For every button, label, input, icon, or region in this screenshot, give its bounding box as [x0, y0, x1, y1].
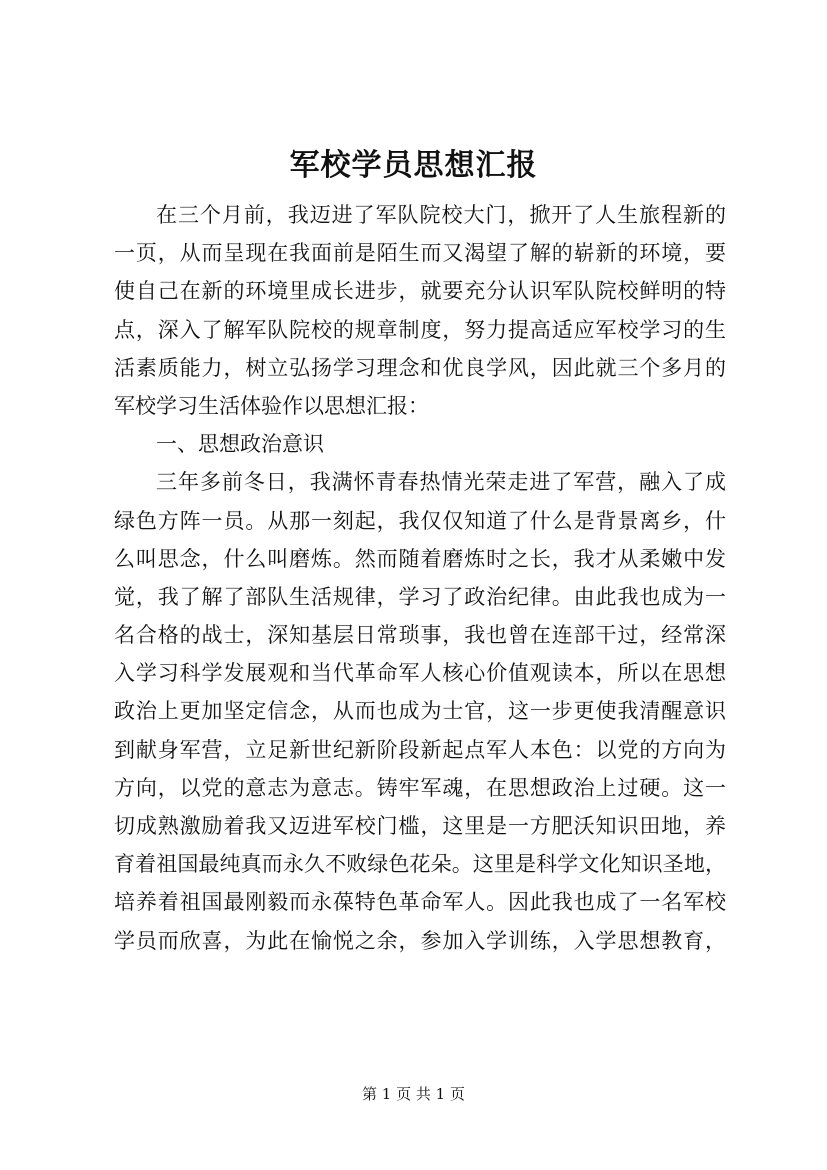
text-line: 使自己在新的环境里成长进步，就要充分认识军队院校鲜明的特 [114, 279, 726, 304]
text-line: 三年多前冬日，我满怀青春热情光荣走进了军营，融入了成 [156, 470, 726, 495]
text-line: 入学习科学发展观和当代革命军人核心价值观读本，所以在思想 [114, 661, 726, 686]
document-title: 军校学员思想汇报 [289, 148, 538, 183]
text-line: 军校学习生活体验作以思想汇报： [114, 393, 429, 418]
page-number-footer: 第 1 页 共 1 页 [362, 1085, 465, 1103]
text-line: 名合格的战士，深知基层日常琐事，我也曾在连部干过，经常深 [114, 623, 726, 648]
text-line: 在三个月前，我迈进了军队院校大门，掀开了人生旅程新的 [156, 203, 726, 227]
text-line: 绿色方阵一员。从那一刻起，我仅仅知道了什么是背景离乡，什 [114, 508, 726, 533]
text-line: 切成熟激励着我又迈进军校门槛，这里是一方肥沃知识田地，养 [114, 814, 726, 838]
text-line: 觉，我了解了部队生活规律，学习了政治纪律。由此我也成为一 [114, 584, 726, 609]
text-line: 培养着祖国最刚毅而永葆特色革命军人。因此我也成了一名军校 [114, 890, 726, 915]
text-line: 学员而欣喜，为此在愉悦之余，参加入学训练，入学思想教育， [114, 928, 726, 953]
document-body [114, 196, 726, 960]
text-line: 育着祖国最纯真而永久不败绿色花朵。这里是科学文化知识圣地， [114, 852, 726, 877]
text-line: 政治上更加坚定信念，从而也成为士官，这一步更使我清醒意识 [114, 699, 726, 724]
text-line: 到献身军营，立足新世纪新阶段新起点军人本色：以党的方向为 [114, 737, 726, 762]
text-line: 点，深入了解军队院校的规章制度，努力提高适应军校学习的生 [114, 317, 726, 342]
text-line: 方向，以党的意志为意志。铸牢军魂，在思想政治上过硬。这一 [114, 775, 726, 800]
text-line: 活素质能力，树立弘扬学习理念和优良学风，因此就三个多月的 [114, 355, 726, 380]
text-line: 么叫思念，什么叫磨炼。然而随着磨炼时之长，我才从柔嫩中发 [114, 546, 726, 571]
section-heading: 一、思想政治意识 [156, 432, 324, 457]
text-line: 一页，从而呈现在我面前是陌生而又渴望了解的崭新的环境，要 [114, 241, 726, 266]
